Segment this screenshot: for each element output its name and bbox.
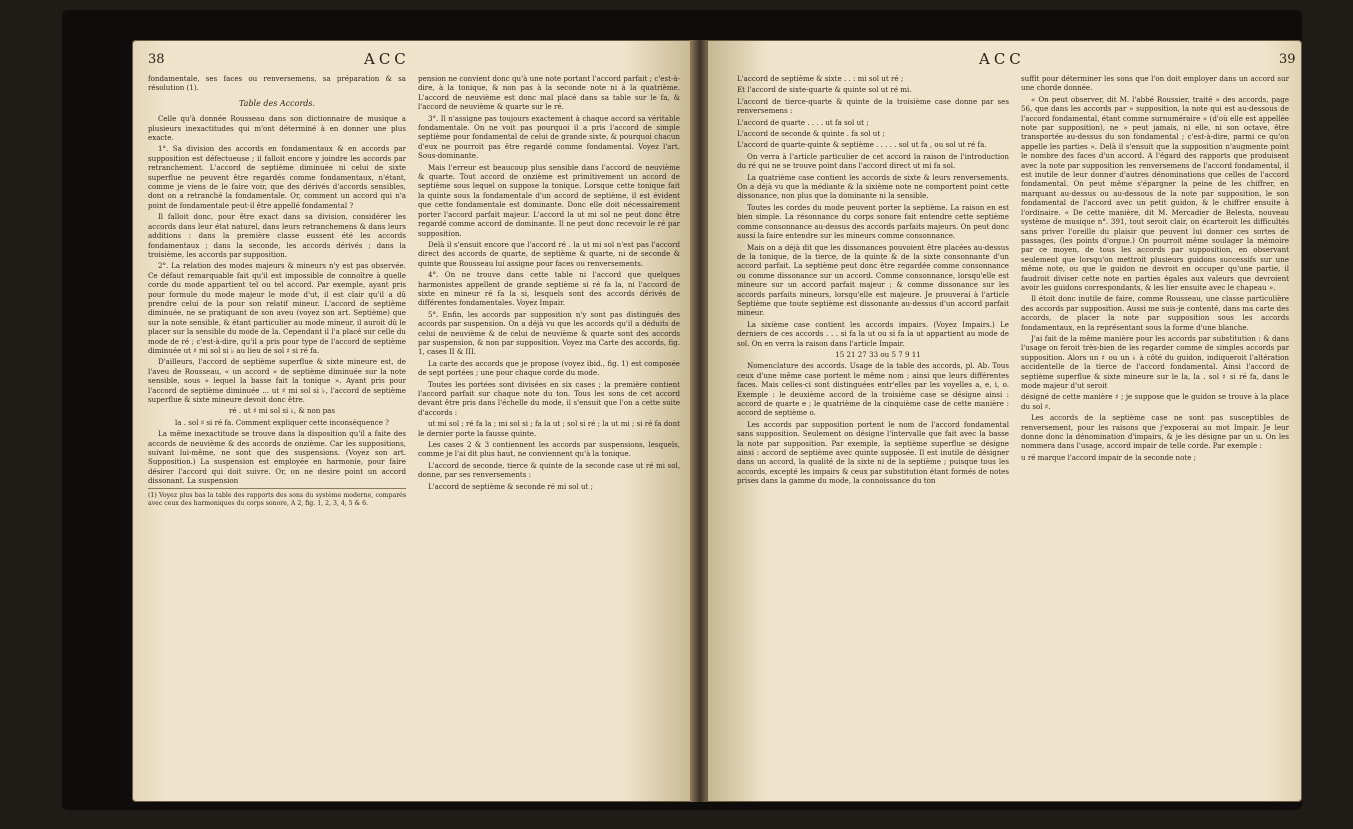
paragraph: Il falloit donc, pour être exact dans sa division, considérer les accords dans leur état naturel, dans leurs retranchemens & dans leurs additions : dans la première classe eussent été les accords fondamentaux ; dans la seconde, les accords dérivés ; dans la troisième, les accords par supposition.: [148, 212, 406, 259]
paragraph: Mais l'erreur est beaucoup plus sensible dans l'accord de neuvième & quarte. Tout accord de onzième est primitivement un accord de septième sous lequel on suppose la tonique. Lorsque cette tonique fait la quinte sous la fondamentale d'un accord de septième, il est évident que cette fondamentale est dominante. Donc elle doit nécessairement porter l'accord parfait majeur. L'accord la ut mi sol ne peut donc être regardé comme accord de dominante. Il ne peut donc recevoir le ré par supposition.: [418, 162, 680, 238]
left-page: [132, 40, 692, 802]
right-column-1: [737, 74, 1009, 488]
paragraph: L'accord de seconde, tierce & quinte de la seconde case ut ré mi sol, donne, par ses renversements :: [418, 460, 680, 480]
paragraph: L'accord de quarte-quinte & septième . . . . . sol ut fa , ou sol ut ré fa.: [737, 140, 987, 150]
footnote: (1) Voyez plus bas la table des rapports des sons du système moderne, comparés avec ceux des harmoniques du corps sonore, A 2, fig. 1, 2, 3, 4, 5 & 6.: [148, 488, 406, 508]
left-running-head: ACC: [364, 50, 410, 68]
paragraph: La carte des accords que je propose (voyez ibid., fig. 1) est composée de sept portées ; une pour chaque corde du mode.: [418, 358, 680, 378]
paragraph: Celle qu'à donnée Rousseau dans son dictionnaire de musique a plusieurs inexactitudes qui m'ont déterminé à en donner une plus exacte.: [148, 114, 406, 143]
paragraph: 3°. Il n'assigne pas toujours exactement à chaque accord sa véritable fondamentale. On ne voit pas pourquoi il a pris l'accord de simple septième pour fondamental de celui de grande sixte, & pourquoi chacun d'eux ne pourroit pas être regardé comme fondamental. Voyez l'art. Sous-dominante.: [418, 113, 680, 161]
paragraph: L'accord de septième & sixte . . : mi sol ut ré ;: [737, 74, 904, 83]
right-running-head: ACC: [979, 50, 1025, 68]
paragraph: Toutes les portées sont divisées en six cases ; la première contient l'accord parfait sur chaque note du ton. Tous les sons de cet accord devant être pris dans l'échelle du mode, il s'ensuit que l'on a cette suite d'accords :: [418, 379, 680, 417]
paragraph: J'ai fait de la même manière pour les accords par substitution : & dans l'usage on feroit très-bien de les regarder comme de simples accords par supposition. Alors un ♯ ou un ♭ à côté du guidon, indiqueroit l'altération accidentelle de la tierce de l'accord fondamental. Ainsi l'accord de septième superflue & sixte mineure sur le la, la . sol ♯ si ré fa, dans le mode majeur d'ut seroit: [1021, 333, 1289, 390]
paragraph: ut mi sol ; ré fa la ; mi sol si ; fa la ut ; sol si ré ; la ut mi ; si ré fa dont le dernier porte la fausse quinte.: [418, 419, 680, 438]
left-column-2: [418, 74, 680, 493]
paragraph: pension ne convient donc qu'à une note portant l'accord parfait ; c'est-à-dire, à la tonique, & non pas à la seconde note ni à la quatrième. L'accord de neuvième est donc mal placé dans sa table sur le fa, & l'accord de neuvième & quarte sur le ré.: [418, 74, 680, 112]
paragraph: Toutes les cordes du mode peuvent porter la septième. La raison en est bien simple. La résonnance du corps sonore fait entendre cette septième comme consonnance au-dessus des accords parfaits majeurs. On peut donc aussi la faire entendre sur les mineurs comme consonnance.: [737, 202, 1009, 241]
paragraph: Delà il s'ensuit encore que l'accord ré . la ut mi sol n'est pas l'accord direct des accords de quarte, de septième & quarte, ni de seconde & quinte que Rousseau lui assigne pour faces ou renversements.: [418, 239, 680, 268]
right-page-number: 39: [1279, 52, 1296, 67]
paragraph: 1°. Sa division des accords en fondamentaux & en accords par supposition est défectueuse ; il falloit encore y joindre les accords par retranchement. L'accord de septième diminuée ni celui de sixte superflue ne peuvent être regardés comme fondamentaux, n'étant, comme je viens de le faire voir, que des dérivés d'accords sensibles, dont on a retranché la fondamentale. Or, comment un accord qui n'a point de fondamentale peut-il être appellé fondamental ?: [148, 144, 406, 210]
paragraph: « On peut observer, dit M. l'abbé Roussier, traité » des accords, page 56, que dans les accords par » supposition, la note qui est au-dessous de l'accord fondamental, étant comme surnuméraire » (d'où elle est appellée note par supposition), ne » peut jamais, ni elle, ni son octave, être transportée au-dessus du son fondamental ; c'est-à-dire, parmi ce qu'on appelle les parties ». Delà il s'ensuit que la supposition n'augmente point le nombre des faces d'un accord. A l'égard des rapports que produisent avec la note par supposition les renversemens de l'accord fondamental, il est inutile de leur donner d'autres dénominations que celles de l'accord fondamental. On peut même s'épargner la peine de les chiffrer, en marquant au-dessus ou au-dessous de la note par supposition, le son fondamental de l'accord avec un petit guidon, & le chiffrer ensuite à l'ordinaire. « De cette manière, dit M. Mercadier de Belesta, nouveau système de musique n°. 391, tout seroit clair, on écarteroit les difficultés sans priver l'oreille du plaisir que peuvent lui donner ces sortes de passages, (les points d'orgue.) On pourroit même soulager la mémoire par ce moyen, de tous les accords par supposition, en observant seulement que lorsqu'on mettroit plusieurs guidons successifs sur une même note, ou que le guidon ne devroit en occuper qu'une partie, il faudroit diviser cette note en parties égales aux valeurs que devroient avoir les guidons correspondants, & les lier ensuite avec le chapeau ».: [1021, 94, 1289, 292]
paragraph: fondamentale, ses faces ou renversemens, sa préparation & sa résolution (1).: [148, 74, 406, 93]
paragraph: La quatrième case contient les accords de sixte & leurs renversements. On a déjà vu que la médiante & la sixième note ne comportent point cette dissonance, non plus que la dominante ni la sensible.: [737, 172, 1009, 201]
paragraph: 15 21 27 33 ou 5 7 9 11: [835, 349, 921, 359]
paragraph: Et l'accord de sixte-quarte & quinte sol ut ré mi.: [737, 85, 912, 95]
paragraph: On verra à l'article particulier de cet accord la raison de l'introduction du ré qui ne se trouve point dans l'accord direct ut mi fa sol.: [737, 151, 1009, 171]
book-spread: [62, 10, 1302, 810]
paragraph: Mais on a déjà dit que les dissonances pouvoient être placées au-dessus de la tonique, de la tierce, de la quinte & de la sixte consonnante d'un accord parfait. La septième peut donc être regardée comme consonnance ou comme dissonance sur un accord. Comme consonnance, lorsqu'elle est mineure sur un accord parfait majeur ; & comme dissonance sur les accords parfaits mineurs, lorsqu'elle est majeure. Je prouverai à l'article Septième que toute septième est dissonante au-dessus d'un accord parfait mineur.: [737, 242, 1009, 318]
paragraph: u ré marque l'accord impair de la seconde note ;: [1021, 452, 1197, 462]
paragraph: Les cases 2 & 3 contiennent les accords par suspensions, lesquels, comme je l'ai dit plus haut, ne conviennent qu'à la tonique.: [418, 440, 680, 459]
right-column-2: [1021, 74, 1289, 464]
paragraph: L'accord de septième & seconde ré mi sol ut ;: [428, 481, 593, 491]
paragraph: La même inexactitude se trouve dans la disposition qu'il a faite des accords de neuvième & des accords de onzième. Car les suppositions, suivant lui-même, ne sont que des suspensions. (Voyez son art. Supposition.) La suspension est employée en harmonie, pour faire désirer l'accord qui doit suivre. Or, on ne desire point un accord dissonant. La suspension: [148, 429, 406, 486]
paragraph: Il étoit donc inutile de faire, comme Rousseau, une classe particulière des accords par supposition. Aussi me suis-je contenté, dans ma carte des accords, de placer la note par supposition sous les accords fondamentaux, en la représentant sous la forme d'une blanche.: [1021, 294, 1289, 332]
paragraph: désigné de cette manière ♯ ; je suppose que le guidon se trouve à la place du sol ♯.: [1021, 392, 1289, 411]
paragraph: Les accords de la septième case ne sont pas susceptibles de renversement, pour les raisons que j'exposerai au mot Impair. Je leur donne donc la dénomination d'impairs, & je les désigne par un u. On les nommera dans l'usage, accord impair de telle corde. Par exemple :: [1021, 413, 1289, 451]
left-page-number: 38: [148, 52, 165, 67]
paragraph: Nomenclature des accords. Usage de la table des accords, pl. Ab. Tous ceux d'une même case portent le même nom ; ainsi que leurs différentes faces. Mais celles-ci sont distinguées entr'elles par les voyelles a, e, i, o. Exemple : le deuxième accord de la troisième case se désigne ainsi : accord de quarte e ; le quatrième de la cinquième case de cette manière : accord de septième o.: [737, 361, 1009, 418]
paragraph: la . sol ♯ si ré fa. Comment expliquer cette inconséquence ?: [175, 417, 389, 427]
paragraph: Les accords par supposition portent le nom de l'accord fondamental sans supposition. Seulement on désigne l'intervalle que fait avec la basse la note par supposition. Par exemple, la septième superflue se désigne ainsi : accord de septième avec quinte supposée. Il est inutile de désigner dans un accord, la qualité de la sixte ni de la septième ; puisque tous les accords, excepté les impairs & ceux par substitution étant formés de notes prises dans la gamme du mode, la connoissance du ton: [737, 419, 1009, 486]
paragraph: L'accord de tierce-quarte & quinte de la troisième case donne par ses renversemens :: [737, 96, 1009, 116]
paragraph: L'accord de quarte . . . . ut fa sol ut ;: [737, 117, 869, 127]
left-column-1: [148, 74, 406, 510]
paragraph: 2°. La relation des modes majeurs & mineurs n'y est pas observée. Ce défaut remarquable fait qu'il est impossible de connoître à quelle corde du mode appartient tel ou tel accord. Par exemple, ayant pris pour formule du mode majeur le mode d'ut, il est clair qu'il a dû prendre celui de la pour son relatif mineur. L'accord de septième diminuée, ne se pratiquant de son aveu (voyez son art. Septième) que sur la note sensible, & étant particulier au mode mineur, il auroit dû le placer sur la sensible du mode de la. Cependant il l'a placé sur celle du mode de ré ; c'est-à-dire, qu'il a pris pour type de l'accord de septième diminuée ut ♯ mi sol si ♭ au lieu de sol ♯ si ré fa.: [148, 261, 406, 355]
paragraph: La sixième case contient les accords impairs. (Voyez Impairs.) Le derniers de ces accords . . . si fa la ut ou si fa la ut appartient au mode de sol. On en verra la raison dans l'article Impair.: [737, 319, 1009, 348]
section-heading: Table des Accords.: [238, 98, 316, 108]
paragraph: ré . ut ♯ mi sol si ♭, & non pas: [228, 406, 336, 416]
right-page: [707, 40, 1302, 802]
paragraph: suffit pour déterminer les sons que l'on doit employer dans un accord sur une chorde donnée.: [1021, 74, 1289, 93]
paragraph: 4°. On ne trouve dans cette table ni l'accord que quelques harmonistes appellent de grande septième si ré fa la, ni l'accord de sixte en mineur ré fa la si, lesquels sont des accords dérivés de différentes fondamentales. Voyez Impair.: [418, 270, 680, 308]
paragraph: D'ailleurs, l'accord de septième superflue & sixte mineure est, de l'aveu de Rousseau, « un accord » de septième diminuée sur la note sensible, sous » lequel la basse fait la tonique ». Ayant pris pour l'accord de septième diminuée ... ut ♯ mi sol si ♭, l'accord de septième superflue & sixte mineure devoit donc être.: [148, 357, 406, 404]
paragraph: L'accord de seconde & quinte . fa sol ut ;: [737, 129, 885, 139]
paragraph: 5°. Enfin, les accords par supposition n'y sont pas distingués des accords par suspension. On a déjà vu que les accords qu'il a déduits de celui de neuvième & de celui de neuvième & quarte sont des accords par suspension, & non par supposition. Voyez ma Carte des accords, fig. 1, cases II & III.: [418, 309, 680, 357]
